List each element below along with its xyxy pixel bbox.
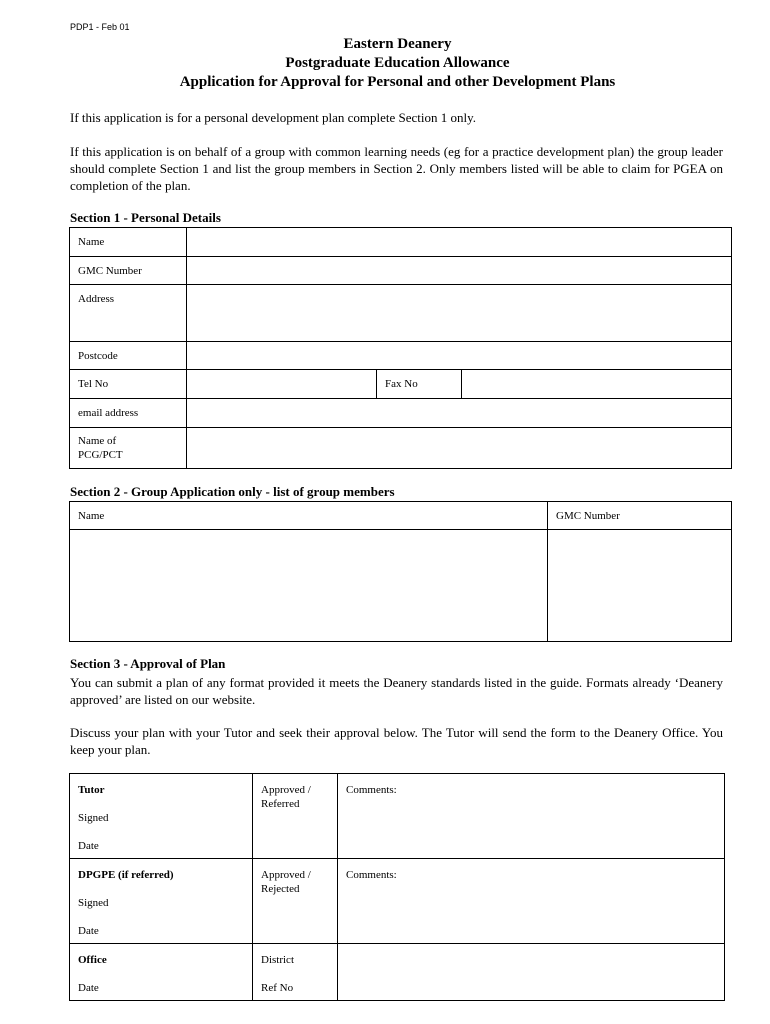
email-field[interactable] [187, 399, 732, 428]
gmc-number-label: GMC Number [70, 257, 187, 285]
section2-heading: Section 2 - Group Application only - list of group members [70, 484, 395, 499]
tel-no-label: Tel No [70, 370, 187, 399]
postcode-field[interactable] [187, 342, 732, 370]
tutor-cell[interactable] [70, 774, 253, 859]
dpgpe-cell[interactable] [70, 859, 253, 944]
section3-paragraph-1: You can submit a plan of any format provided it meets the Deanery standards listed in the guide. Formats already ‘Deanery approved’ are listed on our website. [70, 675, 723, 707]
office-label: Office [78, 954, 107, 966]
dpgpe-comments-cell[interactable] [338, 859, 725, 944]
fax-no-field[interactable] [462, 370, 732, 399]
email-label: email address [70, 399, 187, 428]
application-title: Application for Approval for Personal and other Development Plans [179, 74, 616, 90]
approval-table [69, 773, 725, 1001]
form-code: PDP1 - Feb 01 [70, 22, 130, 32]
fax-no-label: Fax No [377, 370, 462, 399]
gmc-number-field[interactable] [187, 257, 732, 285]
intro-paragraph-1: If this application is for a personal development plan complete Section 1 only. [70, 110, 477, 125]
tutor-label: Tutor [78, 784, 105, 796]
group-gmc-field[interactable] [548, 530, 732, 642]
tel-no-field[interactable] [187, 370, 377, 399]
tutor-comments-label: Comments: [346, 784, 397, 796]
section3-paragraph-2: Discuss your plan with your Tutor and seek their approval below. The Tutor will send the form to the Deanery Office. You keep your plan. [70, 725, 723, 757]
ref-no-label: Ref No [261, 982, 294, 994]
dpgpe-signed-label: Signed [78, 897, 109, 909]
tutor-decision-cell[interactable]: Approved / Referred [253, 774, 338, 859]
office-date-label: Date [78, 982, 99, 994]
personal-details-table [69, 227, 732, 469]
tutor-comments-cell[interactable] [338, 774, 725, 859]
tutor-signed-label: Signed [78, 812, 109, 824]
address-field[interactable] [187, 285, 732, 342]
tutor-date-label: Date [78, 840, 99, 852]
group-name-header: Name [70, 502, 548, 530]
dpgpe-label: DPGPE (if referred) [78, 869, 174, 881]
dpgpe-comments-label: Comments: [346, 869, 397, 881]
intro-paragraph-2: If this application is on behalf of a group with common learning needs (eg for a practice development plan) the group leader should complete Section 1 and list the group members in Section 2. Only members listed will be able to claim for PGEA on completion of the plan. [70, 144, 723, 193]
district-label: District [261, 954, 294, 966]
name-label: Name [70, 228, 187, 257]
section3-heading: Section 3 - Approval of Plan [70, 656, 226, 671]
address-label: Address [70, 285, 187, 342]
district-cell[interactable] [253, 944, 338, 1001]
name-field[interactable] [187, 228, 732, 257]
office-notes-cell[interactable] [338, 944, 725, 1001]
group-members-table [69, 501, 732, 642]
section1-heading: Section 1 - Personal Details [70, 210, 221, 225]
dpgpe-date-label: Date [78, 925, 99, 937]
pcg-pct-field[interactable] [187, 428, 732, 469]
deanery-title: Eastern Deanery [343, 36, 452, 52]
office-cell[interactable] [70, 944, 253, 1001]
group-names-field[interactable] [70, 530, 548, 642]
group-gmc-header: GMC Number [548, 502, 732, 530]
postcode-label: Postcode [70, 342, 187, 370]
allowance-title: Postgraduate Education Allowance [285, 55, 510, 71]
pcg-pct-label: Name of PCG/PCT [70, 428, 187, 469]
dpgpe-decision-cell[interactable]: Approved / Rejected [253, 859, 338, 944]
